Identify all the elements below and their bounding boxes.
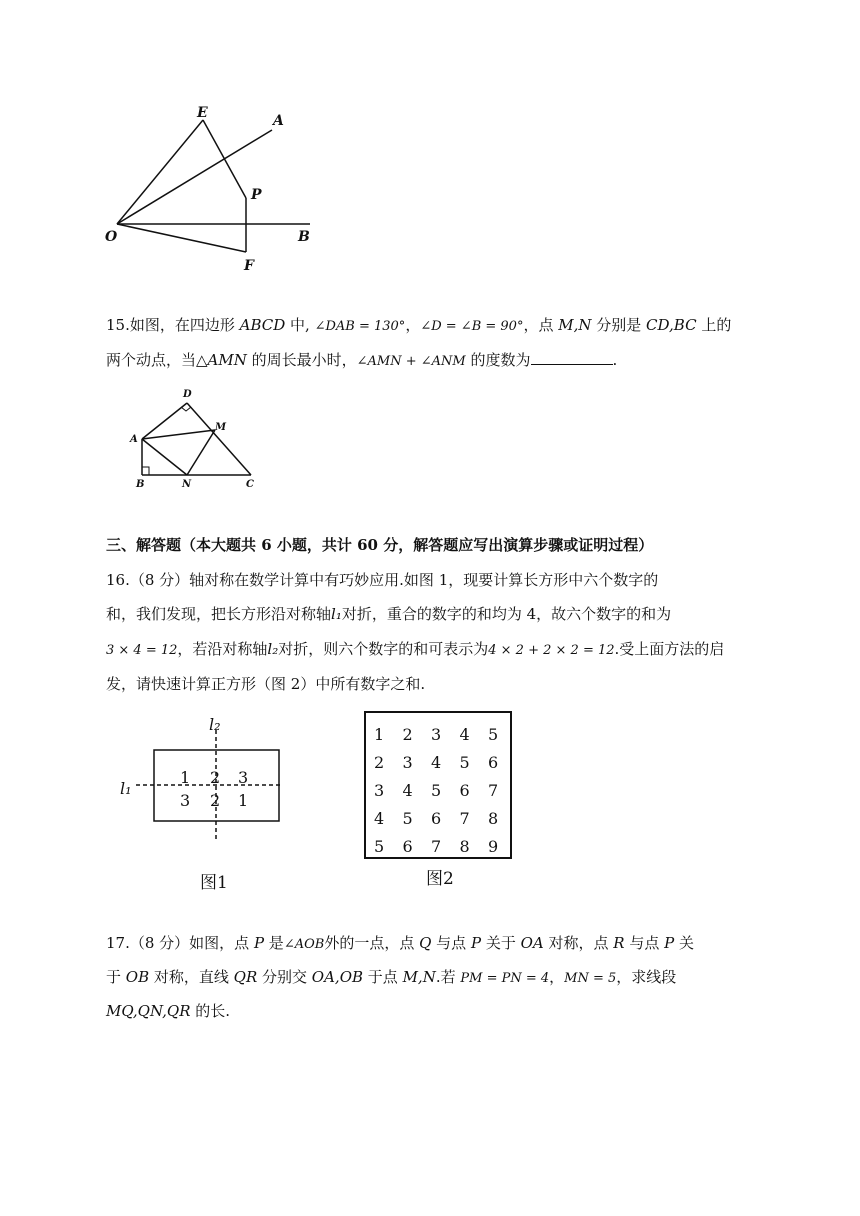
segment-am <box>142 430 215 439</box>
caption-fig1: 图1 <box>200 873 228 893</box>
grid-cell-5-4: 8 <box>459 837 470 856</box>
grid-cell-3-3: 5 <box>431 781 442 800</box>
label-a: A <box>273 113 284 129</box>
grid-cell-1-1: 1 <box>374 725 385 744</box>
cell-top-1: 1 <box>180 768 191 787</box>
grid-cell-4-3: 6 <box>431 809 442 828</box>
grid-cell-4-4: 7 <box>459 809 470 828</box>
label-f: F <box>244 258 254 274</box>
label-o: O <box>105 229 118 245</box>
grid-cell-3-1: 3 <box>374 781 385 800</box>
cell-bottom-2: 2 <box>210 791 221 810</box>
ray-oa <box>117 130 272 224</box>
label-p: P <box>251 187 262 203</box>
q17-line-3: MQ,QN,QR 的长. <box>106 1002 231 1020</box>
segment-oe <box>117 120 203 224</box>
grid-cell-1-3: 3 <box>431 725 442 744</box>
figure-2-square <box>358 708 518 893</box>
grid-cell-3-2: 4 <box>402 781 413 800</box>
figure-quadrilateral-abcd <box>125 383 275 493</box>
grid-cell-2-1: 2 <box>374 753 385 772</box>
segment-dc <box>187 403 251 475</box>
q16-line-4: 发，请快速计算正方形（图 2）中所有数字之和. <box>106 675 426 693</box>
q15-line-1: 15.如图，在四边形 ABCD 中, ∠DAB = 130°，∠D = ∠B = 90°，点 M,N 分别是 CD,BC 上的 <box>106 316 732 334</box>
q16-line-3: 3 × 4 = 12，若沿对称轴l₂对折，则六个数字的和可表示为4 × 2 + 2 × 2 = 12.受上面方法的启 <box>106 640 725 658</box>
label-n: N <box>182 479 192 490</box>
q16-line-2: 和，我们发现，把长方形沿对称轴l₁对折，重合的数字的和均为 4，故六个数字的和为 <box>106 605 672 623</box>
segment-mn <box>187 430 215 475</box>
right-angle-b <box>142 467 149 475</box>
grid-cell-2-4: 5 <box>459 753 470 772</box>
q15-line-2: 两个动点，当△AMN 的周长最小时，∠AMN + ∠ANM 的度数为 . <box>106 351 618 369</box>
grid-cell-5-3: 7 <box>431 837 442 856</box>
grid-cell-2-5: 6 <box>488 753 499 772</box>
segment-of <box>117 224 246 252</box>
grid-cell-2-3: 4 <box>431 753 442 772</box>
label-m: M <box>215 422 227 433</box>
caption-fig2: 图2 <box>426 869 454 889</box>
grid-cell-5-1: 5 <box>374 837 385 856</box>
grid-cell-1-5: 5 <box>488 725 499 744</box>
label-b: B <box>136 479 145 490</box>
grid-cell-4-5: 8 <box>488 809 499 828</box>
grid-cell-1-4: 4 <box>459 725 470 744</box>
grid-cell-3-5: 7 <box>488 781 499 800</box>
segment-ep <box>203 120 246 198</box>
grid-cell-1-2: 2 <box>402 725 413 744</box>
right-angle-d <box>181 407 191 411</box>
q16-line-1: 16.（8 分）轴对称在数学计算中有巧妙应用.如图 1，现要计算长方形中六个数字的 <box>106 571 659 589</box>
section-heading: 三、解答题（本大题共 6 小题，共计 60 分，解答题应写出演算步骤或证明过程） <box>106 536 654 554</box>
label-d: D <box>183 389 192 400</box>
grid-cell-2-2: 3 <box>402 753 413 772</box>
grid-cell-4-2: 5 <box>402 809 413 828</box>
q17-line-2: 于 OB 对称，直线 QR 分别交 OA,OB 于点 M,N.若 PM = PN = 4，MN = 5，求线段 <box>106 968 677 986</box>
cell-bottom-3: 1 <box>238 791 249 810</box>
q17-line-1: 17.（8 分）如图，点 P 是∠AOB外的一点，点 Q 与点 P 关于 OA 对称，点 R 与点 P 关 <box>106 934 694 952</box>
answer-blank <box>531 350 613 365</box>
figure-angle-eop <box>100 100 330 280</box>
label-l1: l₁ <box>120 779 132 798</box>
grid-cell-4-1: 4 <box>374 809 385 828</box>
cell-bottom-1: 3 <box>180 791 191 810</box>
label-b: B <box>298 229 310 245</box>
label-c: C <box>246 479 254 490</box>
cell-top-3: 3 <box>238 768 249 787</box>
cell-top-2: 2 <box>210 768 221 787</box>
label-a: A <box>130 434 138 445</box>
grid-cell-5-2: 6 <box>402 837 413 856</box>
grid-cell-3-4: 6 <box>459 781 470 800</box>
grid-cell-5-5: 9 <box>488 837 499 856</box>
label-e: E <box>197 105 208 121</box>
label-l2: l₂ <box>209 715 221 734</box>
figure-1-rectangle <box>110 712 300 897</box>
